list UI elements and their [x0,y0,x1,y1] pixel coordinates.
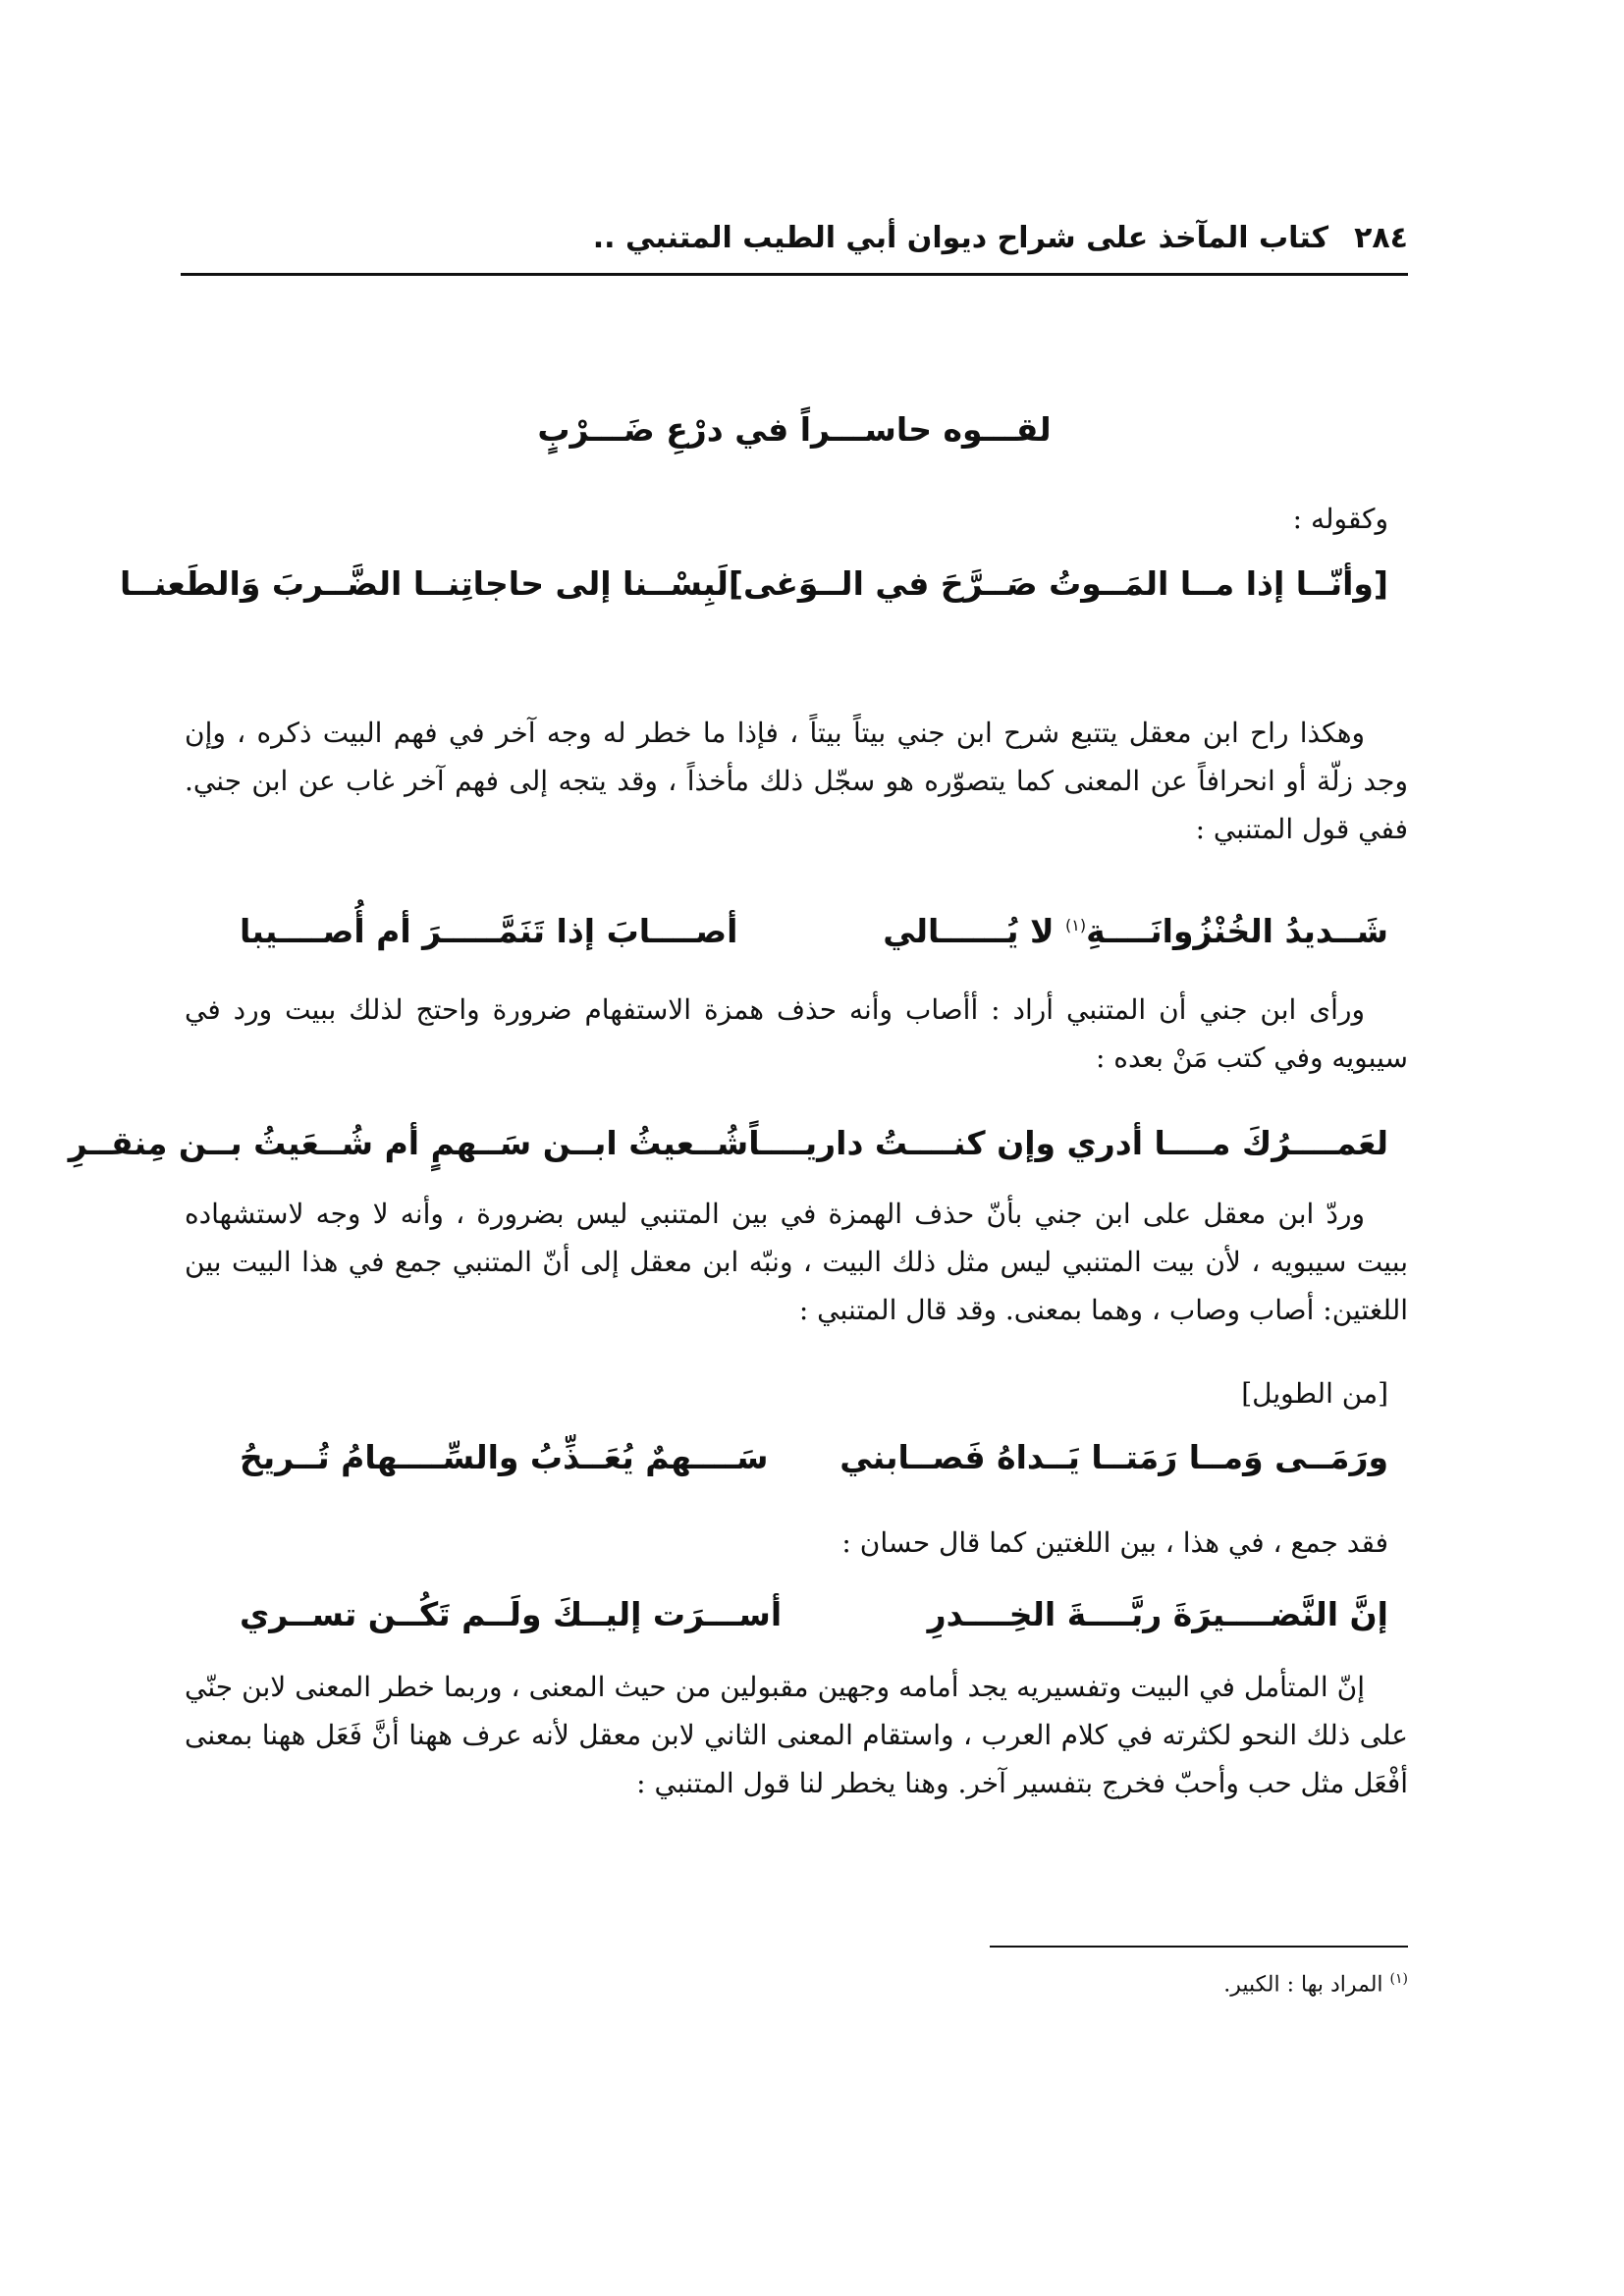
verse-4 [240,1427,1388,1486]
footnote-rule [990,1946,1408,1948]
verse-3-first-hemistich: لعَمــــرُكَ مــــا أدري وإن كنــــتُ داريــــاً [748,1123,1388,1162]
verse-3 [68,1113,1388,1172]
paragraph-1: وهكذا راح ابن معقل يتتبع شرح ابن جني بيتاً بيتاً ، فإذا ما خطر له وجه آخر في فهم البيت ذكره ، وإن وجد زلّة أو انحرافاً عن المعنى كما يتصوّره هو سجّل ذلك مأخذاً ، وقد يتجه إلى فهم آخر غاب عن ابن جني. ففي قول المتنبي : [185,717,1408,845]
verse-4-second-hemistich: سَــــهمٌ يُعَــذِّبُ والسِّــــهامُ تُــريحُ [240,1437,769,1476]
page-number: ٢٨٤ [1354,220,1408,255]
header-rule [181,273,1408,276]
verse-1-first-hemistich: [وأنّــا إذا مــا المَــوتُ صَــرَّحَ في الــوَغى] [728,563,1388,603]
verse-5 [240,1584,1388,1643]
footnote-text: المراد بها : الكبير. [1223,1972,1390,1998]
verse-1-second-hemistich: لَبِسْــنا إلى حاجاتِنــا الضَّــربَ وَالطَعنــا [119,563,729,603]
verse-heading: لقـــوه حاســـراً في درْعِ ضَـــرْبٍ [537,410,1052,449]
intro-label: وكقوله : [1292,503,1388,535]
footnote-mark: (١) [1389,1971,1408,1987]
transition-label: فقد جمع ، في هذا ، بين اللغتين كما قال حسان : [841,1526,1388,1559]
verse-1 [119,554,1388,613]
verse-4-first-hemistich: ورَمَــى وَمــا رَمَتــا يَــداهُ فَصــابني [839,1437,1388,1476]
verse-3-second-hemistich: شُــعيثُ ابــن سَــهمٍ أم شُــعَيثُ بــن مِنقــرِ [68,1123,749,1162]
verse-5-first-hemistich: إنَّ النَّضــــيرَةَ ربَّــــةَ الخِــــدرِ [927,1594,1388,1633]
verse-2-text-b: لا يُــــــالي [883,911,1066,950]
verse-2-first-hemistich [883,912,1388,950]
paragraph-3: وردّ ابن معقل على ابن جني بأنّ حذف الهمزة في بين المتنبي ليس بضرورة ، وأنه لا وجه لاستشهاده ببيت سيبويه ، لأن بيت المتنبي ليس مثل ذلك البيت ، ونبّه ابن معقل إلى أنّ المتنبي جمع في هذا البيت بين اللغتين: أصاب وصاب ، وهما بمعنى. وقد قال المتنبي : [185,1198,1408,1326]
verse-5-second-hemistich: أســـرَت إليــكَ ولَــم تَكُــن تســري [240,1594,783,1633]
book-title: كتاب المآخذ على شراح ديوان أبي الطيب المتنبي .. [592,220,1329,255]
paragraph-2: ورأى ابن جني أن المتنبي أراد : أأصاب وأنه حذف همزة الاستفهام ضرورة واحتج لذلك ببيت ورد في سيبويه وفي كتب مَنْ بعده : [185,993,1408,1074]
footnote-reference: (١) [1065,915,1087,934]
paragraph-4: إنّ المتأمل في البيت وتفسيريه يجد أمامه وجهين مقبولين من حيث المعنى ، وربما خطر المعنى لابن جنّي على ذلك النحو لكثرته في كلام العرب ، واستقام المعنى الثاني لابن معقل لأنه عرف ههنا أنَّ فَعَل ههنا بمعنى أفْعَل مثل حب وأحبّ فخرج بتفسير آخر. وهنا يخطر لنا قول المتنبي : [185,1671,1408,1799]
verse-2-second-hemistich: أصــــابَ إذا تَنَمَّـــــرَ أم أُصــــيبا [240,911,738,950]
meter-label: [من الطويل] [1241,1377,1388,1410]
verse-2 [240,901,1388,960]
footnote [982,1971,1408,1997]
running-header [181,214,1408,261]
verse-2-text-a: شَــديدُ الخُنْزُوانَــــةِ [1086,911,1388,950]
